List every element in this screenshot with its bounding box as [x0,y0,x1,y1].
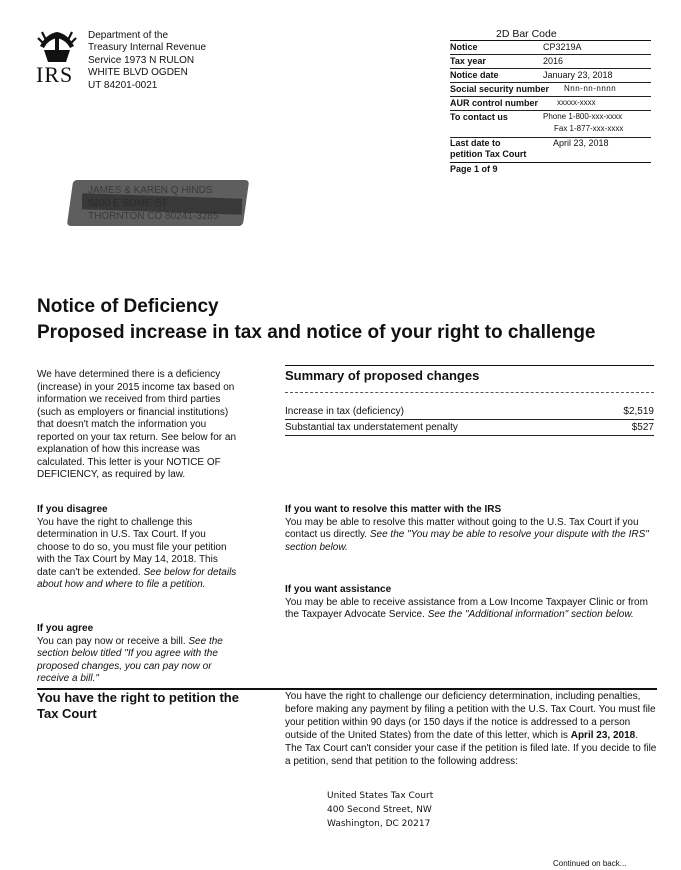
sender-line: WHITE BLVD OGDEN [88,67,188,79]
disagree-section [37,504,237,592]
contact-phone: Phone 1-800-xxx-xxxx [543,112,623,121]
disagree-italic: See below for details about how and where to file a petition. [37,566,237,590]
assistance-heading: If you want assistance [285,584,392,595]
summary-label: Increase in tax (deficiency) [285,406,404,417]
summary-row-penalty [285,421,654,436]
info-label: Tax year [450,56,486,66]
info-label: AUR control number [450,98,539,108]
divider [285,392,654,393]
contact-values [543,111,651,137]
info-row-tax-year [450,54,651,68]
court-line: Washington, DC 20217 [327,819,431,829]
info-value: CP3219A [543,42,582,52]
page-title: Notice of Deficiency [37,296,219,317]
info-value: January 23, 2018 [543,70,613,80]
info-label: Social security number [450,84,550,94]
divider [285,365,654,366]
barcode-label: 2D Bar Code [496,28,557,40]
last-date-label-2: petition Tax Court [450,149,527,159]
agree-heading: If you agree [37,623,94,634]
petition-title: You have the right to petition the Tax Court [37,690,239,721]
info-label [450,138,553,162]
sender-line: Treasury Internal Revenue [88,42,207,54]
summary-label: Substantial tax understatement penalty [285,422,458,433]
disagree-text: You have the right to challenge this determination in U.S. Tax Court. If you choose to do so, you must file your petition with the Tax Court by May 14, 2018. This date can't be extended. [37,516,227,578]
court-line: 400 Second Street, NW [327,805,432,815]
petition-text-before: You have the right to challenge our deficiency determination, including penalties, before making any payment by filing a petition with the U.S. Tax Court. You must file your petition within 90 days (or 150 days if the notice is addressed to a person outside of the United States) from the date of this letter, which is [285,691,656,741]
last-date-value: April 23, 2018 [553,138,609,148]
resolve-section [285,504,657,554]
info-value: xxxxx-xxxx [557,98,596,107]
sender-line: Service 1973 N RULON [88,54,195,66]
resolve-heading: If you want to resolve this matter with the IRS [285,504,502,515]
continued-note: Continued on back... [553,859,627,868]
info-row-last-date [450,137,651,162]
notice-info-table [450,40,651,175]
page-number: Page 1 of 9 [450,162,651,175]
info-label: Notice [450,42,478,52]
last-date-label-1: Last date to [450,138,501,148]
info-row-notice-date [450,68,651,82]
sender-line: UT 84201-0021 [88,79,158,91]
info-row-contact [450,110,651,137]
intro-paragraph: We have determined there is a deficiency (increase) in your 2015 income tax based on information we received from third parties (such as employers or financial institutions) that doesn't match the information you reported on your tax return. See below for an explanation of how this increase was calculated. This letter is your NOTICE OF DEFICIENCY, as required by law. [37,369,237,480]
agree-section [37,623,227,686]
agree-text: You can pay now or receive a bill. [37,635,186,647]
resolve-italic: See the "You may be able to resolve your dispute with the IRS" section below. [285,529,649,553]
page-subtitle: Proposed increase in tax and notice of your right to challenge [37,322,596,343]
court-line: United States Tax Court [327,791,434,801]
assistance-italic: See the "Additional information" section below. [427,609,634,620]
info-row-notice [450,40,651,54]
summary-row-tax-increase [285,405,654,420]
info-row-ssn [450,82,651,96]
assistance-text: You may be able to receive assistance from a Low Income Taxpayer Clinic or from the Taxpayer Advocate Service. [285,596,648,620]
sender-address [88,30,206,92]
info-value: 2016 [543,56,564,66]
intro-text [37,369,243,482]
summary-value: $527 [631,422,654,433]
irs-logo-text: IRS [36,62,74,87]
agree-italic: See the section below titled "If you agree with the proposed changes, you can pay now or receive a bill." [37,635,223,684]
disagree-heading: If you disagree [37,504,108,515]
sender-line: Department of the [88,30,169,41]
summary-title: Summary of proposed changes [285,368,480,383]
contact-fax: Fax 1-877-xxx-xxxx [554,124,624,133]
assistance-section [285,584,657,622]
info-label: Notice date [450,70,499,80]
petition-text-after: . The Tax Court can't consider your case if the petition is filed late. If you decide to file a petition, send that petition to the following address: [285,730,657,767]
info-label: To contact us [450,112,508,122]
irs-logo [36,28,78,86]
petition-date: April 23, 2018 [570,730,636,741]
resolve-text: You may be able to resolve this matter without going to the U.S. Tax Court if you contact us directly. [285,516,639,540]
summary-value: $2,519 [623,406,654,417]
info-row-aur [450,96,651,110]
tax-court-address [327,789,433,831]
info-value: Nnn-nn-nnnn [564,84,617,93]
petition-text [285,690,657,768]
